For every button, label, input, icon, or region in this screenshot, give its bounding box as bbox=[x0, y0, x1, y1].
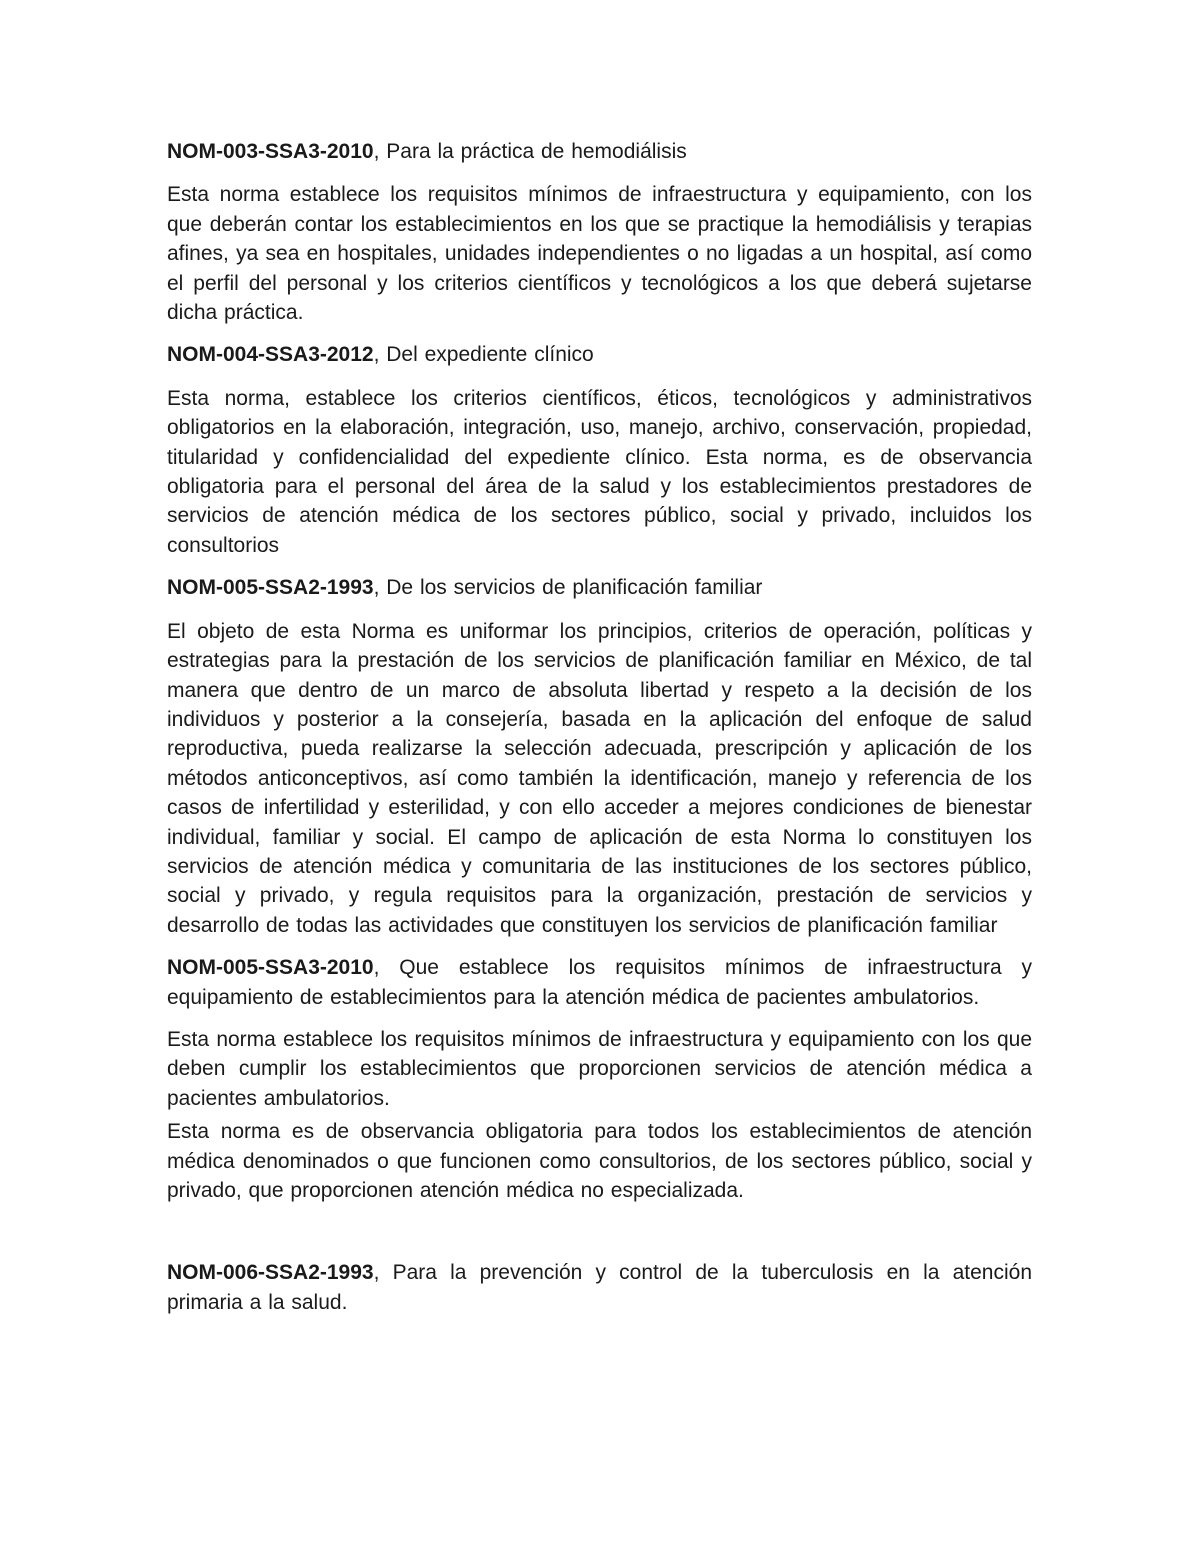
norm-code: NOM-004-SSA3-2012 bbox=[167, 343, 374, 367]
norm-title: , Del expediente clínico bbox=[373, 343, 594, 367]
norm-title: , De los servicios de planificación familiar bbox=[373, 576, 763, 600]
norm-title: , Que establece los requisitos mínimos de infraestructura y equipamiento de establecimientos para la atención médica de pacientes ambulatorios. bbox=[167, 956, 1032, 1009]
norm-heading bbox=[167, 953, 1032, 1012]
norm-description: El objeto de esta Norma es uniformar los principios, criterios de operación, políticas y estrategias para la prestación de los servicios de planificación familiar en México, de tal manera que dentro de un marco de absoluta libertad y respeto a la decisión de los individuos y posterior a la consejería, basada en la aplicación del enfoque de salud reproductiva, pueda realizarse la selección adecuada, prescripción y aplicación de los métodos anticonceptivos, así como también la identificación, manejo y referencia de los casos de infertilidad y esterilidad, y con ello acceder a mejores condiciones de bienestar individual, familiar y social. El campo de aplicación de esta Norma lo constituyen los servicios de atención médica y comunitaria de las instituciones de los sectores público, social y privado, y regula requisitos para la organización, prestación de servicios y desarrollo de todas las actividades que constituyen los servicios de planificación familiar bbox=[167, 619, 1032, 937]
norm-heading bbox=[167, 340, 1032, 369]
document-page bbox=[167, 137, 1032, 1331]
norm-description: Esta norma es de observancia obligatoria para todos los establecimientos de atención médica denominados o que funcionen como consultorios, de los sectores público, social y privado, que proporcionen atención médica no especializada. bbox=[167, 1120, 1032, 1202]
norm-code: NOM-005-SSA3-2010 bbox=[167, 956, 374, 980]
norm-title: , Para la prevención y control de la tuberculosis en la atención primaria a la salud. bbox=[167, 1261, 1032, 1314]
norm-title: , Para la práctica de hemodiálisis bbox=[373, 140, 687, 163]
norm-heading bbox=[167, 1258, 1032, 1317]
norm-description: Esta norma, establece los criterios científicos, éticos, tecnológicos y administrativos obligatorios en la elaboración, integración, uso, manejo, archivo, conservación, propiedad, titularidad y confidencialidad del expediente clínico. Esta norma, es de observancia obligatoria para el personal del área de la salud y los establecimientos prestadores de servicios de atención médica de los sectores público, social y privado, incluidos los consultorios bbox=[167, 386, 1032, 557]
norm-description: Esta norma establece los requisitos mínimos de infraestructura y equipamiento, con los que deberán contar los establecimientos en los que se practique la hemodiálisis y terapias afines, ya sea en hospitales, unidades independientes o no ligadas a un hospital, así como el perfil del personal y los criterios científicos y tecnológicos a los que deberá sujetarse dicha práctica. bbox=[167, 183, 1032, 325]
norm-code: NOM-003-SSA3-2010 bbox=[167, 140, 374, 163]
norm-description: Esta norma establece los requisitos mínimos de infraestructura y equipamiento con los que deben cumplir los establecimientos que proporcionen servicios de atención médica a pacientes ambulatorios. bbox=[167, 1027, 1032, 1110]
norm-code: NOM-005-SSA2-1993 bbox=[167, 576, 374, 600]
norm-heading bbox=[167, 137, 1032, 166]
norm-code: NOM-006-SSA2-1993 bbox=[167, 1261, 374, 1285]
norm-heading bbox=[167, 573, 1032, 602]
